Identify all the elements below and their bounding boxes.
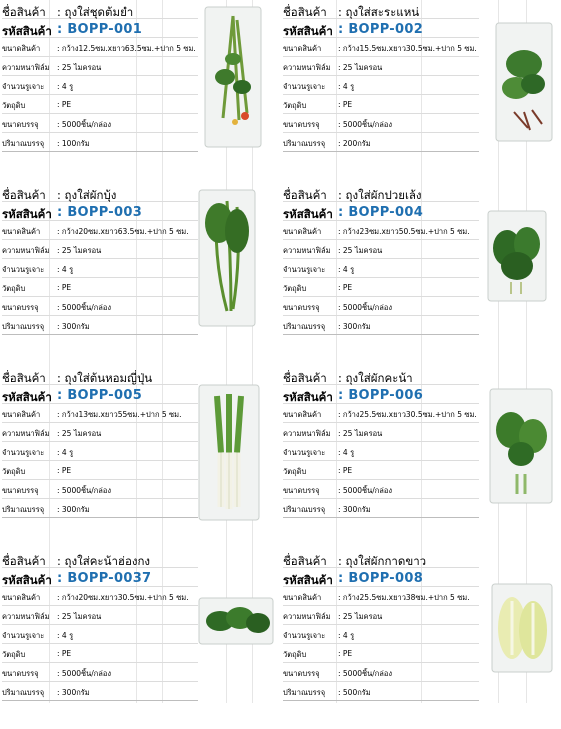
row-divider (2, 334, 198, 335)
spec-label-capacity: ปริมาณบรรจุ (2, 139, 45, 148)
row-divider (2, 460, 198, 461)
product-photo (489, 388, 553, 508)
spec-value-pack: : 5000ชิ้น/กล่อง (57, 486, 112, 495)
spec-label-holes: จำนวนรูเจาะ (2, 631, 45, 640)
product-photo (495, 22, 553, 146)
spec-label-thickness: ความหนาฟิล์ม (283, 63, 331, 72)
spec-label-holes: จำนวนรูเจาะ (283, 82, 326, 91)
product-photo (491, 583, 553, 677)
row-divider (2, 662, 198, 663)
spec-label-thickness: ความหนาฟิล์ม (2, 63, 50, 72)
spec-label-thickness: ความหนาฟิล์ม (2, 429, 50, 438)
spec-value-holes: : 4 รู (57, 265, 74, 274)
product-card (283, 0, 559, 180)
row-divider (2, 422, 198, 423)
spec-label-pack: ขนาดบรรจุ (283, 120, 320, 129)
row-divider (283, 56, 479, 57)
row-divider (2, 113, 198, 114)
row-divider (283, 441, 479, 442)
row-divider (2, 517, 198, 518)
product-card (2, 0, 278, 180)
spec-label-size: ขนาดสินค้า (283, 227, 322, 236)
spec-label-thickness: ความหนาฟิล์ม (283, 246, 331, 255)
product-name-label: ชื่อสินค้า (2, 371, 46, 385)
spec-value-size: : กว้าง20ซม.xยาว30.5ซม.+ปาก 5 ซม. (57, 593, 189, 602)
spec-value-holes: : 4 รู (57, 448, 74, 457)
spec-label-holes: จำนวนรูเจาะ (283, 265, 326, 274)
spec-value-pack: : 5000ชิ้น/กล่อง (57, 303, 112, 312)
spec-value-thickness: : 25 ไมครอน (57, 612, 102, 621)
row-divider (2, 258, 198, 259)
spec-value-material: : PE (57, 100, 72, 109)
product-code: : BOPP-001 (57, 22, 143, 37)
spec-value-size: : กว้าง12.5ซม.xยาว63.5ซม.+ปาก 5 ซม. (57, 44, 196, 53)
spec-value-size: : กว้าง25.5ซม.xยาว38ซม.+ปาก 5 ซม. (338, 593, 470, 602)
spec-label-holes: จำนวนรูเจาะ (283, 631, 326, 640)
product-code-label: รหัสสินค้า (283, 24, 333, 38)
row-divider (2, 132, 198, 133)
product-name-label: ชื่อสินค้า (283, 5, 327, 19)
spec-value-capacity: : 200กรัม (338, 139, 371, 148)
row-divider (283, 460, 479, 461)
row-divider (283, 643, 479, 644)
row-divider (283, 334, 479, 335)
row-divider (2, 277, 198, 278)
spec-value-capacity: : 100กรัม (57, 139, 90, 148)
row-divider (2, 151, 198, 152)
spec-label-holes: จำนวนรูเจาะ (283, 448, 326, 457)
spec-label-material: วัตถุดิบ (283, 101, 307, 110)
product-name-label: ชื่อสินค้า (283, 188, 327, 202)
product-name-label: ชื่อสินค้า (283, 371, 327, 385)
spec-value-material: : PE (338, 466, 353, 475)
spec-value-holes: : 4 รู (57, 82, 74, 91)
spec-value-material: : PE (57, 283, 72, 292)
product-code-label: รหัสสินค้า (2, 573, 52, 587)
product-code-label: รหัสสินค้า (2, 24, 52, 38)
spec-label-capacity: ปริมาณบรรจุ (283, 505, 326, 514)
spec-label-pack: ขนาดบรรจุ (283, 669, 320, 678)
row-divider (2, 315, 198, 316)
spec-value-pack: : 5000ชิ้น/กล่อง (338, 486, 393, 495)
spec-label-size: ขนาดสินค้า (2, 227, 41, 236)
product-name: : ถุงใส่ผักปวยเล้ง (338, 188, 422, 202)
product-card (2, 549, 278, 729)
row-divider (2, 624, 198, 625)
product-code: : BOPP-002 (338, 22, 424, 37)
row-divider (283, 681, 479, 682)
spec-value-thickness: : 25 ไมครอน (57, 246, 102, 255)
spec-value-capacity: : 300กรัม (57, 322, 90, 331)
product-name-label: ชื่อสินค้า (2, 5, 46, 19)
row-divider (283, 277, 479, 278)
spec-value-material: : PE (338, 649, 353, 658)
product-name: : ถุงใส่คะน้าฮ่องกง (57, 554, 151, 568)
product-name: : ถุงใส่ผักคะน้า (338, 371, 413, 385)
product-name: : ถุงใส่ผักกาดขาว (338, 554, 427, 568)
spec-value-thickness: : 25 ไมครอน (338, 429, 383, 438)
spec-label-pack: ขนาดบรรจุ (2, 120, 39, 129)
spec-value-capacity: : 300กรัม (338, 505, 371, 514)
spec-value-thickness: : 25 ไมครอน (338, 246, 383, 255)
spec-label-thickness: ความหนาฟิล์ม (283, 612, 331, 621)
product-photo (198, 597, 274, 649)
spec-label-holes: จำนวนรูเจาะ (2, 448, 45, 457)
product-name-label: ชื่อสินค้า (283, 554, 327, 568)
row-divider (283, 517, 479, 518)
product-name: : ถุงใส่ชุดต้มยำ (57, 5, 134, 19)
product-code: : BOPP-008 (338, 571, 424, 586)
row-divider (283, 94, 479, 95)
product-code: : BOPP-005 (57, 388, 143, 403)
spec-label-pack: ขนาดบรรจุ (2, 303, 39, 312)
spec-value-pack: : 5000ชิ้น/กล่อง (57, 669, 112, 678)
product-photo (487, 210, 547, 306)
spec-label-material: วัตถุดิบ (2, 467, 26, 476)
row-divider (283, 132, 479, 133)
product-card (283, 549, 559, 729)
spec-value-pack: : 5000ชิ้น/กล่อง (338, 120, 393, 129)
spec-value-material: : PE (338, 283, 353, 292)
spec-value-size: : กว้าง23ซม.xยาว50.5ซม.+ปาก 5 ซม. (338, 227, 470, 236)
spec-label-material: วัตถุดิบ (283, 467, 307, 476)
spec-value-thickness: : 25 ไมครอน (338, 612, 383, 621)
spec-value-holes: : 4 รู (338, 631, 355, 640)
spec-label-size: ขนาดสินค้า (283, 410, 322, 419)
product-code-label: รหัสสินค้า (2, 207, 52, 221)
spec-label-material: วัตถุดิบ (2, 101, 26, 110)
product-code: : BOPP-003 (57, 205, 143, 220)
spec-value-material: : PE (57, 649, 72, 658)
row-divider (2, 479, 198, 480)
spec-value-capacity: : 300กรัม (338, 322, 371, 331)
spec-value-holes: : 4 รู (57, 631, 74, 640)
spec-label-capacity: ปริมาณบรรจุ (2, 505, 45, 514)
spec-value-material: : PE (338, 100, 353, 109)
spec-label-capacity: ปริมาณบรรจุ (2, 322, 45, 331)
spec-label-size: ขนาดสินค้า (283, 44, 322, 53)
spec-value-pack: : 5000ชิ้น/กล่อง (57, 120, 112, 129)
spec-value-size: : กว้าง15.5ซม.xยาว30.5ซม.+ปาก 5 ซม. (338, 44, 477, 53)
spec-value-pack: : 5000ชิ้น/กล่อง (338, 669, 393, 678)
row-divider (2, 75, 198, 76)
product-photo (198, 384, 260, 525)
spec-value-capacity: : 300กรัม (57, 688, 90, 697)
spec-label-thickness: ความหนาฟิล์ม (283, 429, 331, 438)
spec-label-size: ขนาดสินค้า (283, 593, 322, 602)
spec-label-material: วัตถุดิบ (2, 650, 26, 659)
product-name: : ถุงใส่ต้นหอมญี่ปุ่น (57, 371, 153, 385)
spec-label-capacity: ปริมาณบรรจุ (283, 322, 326, 331)
spec-label-pack: ขนาดบรรจุ (283, 303, 320, 312)
product-name-label: ชื่อสินค้า (2, 188, 46, 202)
row-divider (283, 700, 479, 701)
spec-label-size: ขนาดสินค้า (2, 593, 41, 602)
spec-label-material: วัตถุดิบ (283, 650, 307, 659)
row-divider (2, 605, 198, 606)
spec-value-size: : กว้าง25.5ซม.xยาว30.5ซม.+ปาก 5 ซม. (338, 410, 477, 419)
product-code: : BOPP-004 (338, 205, 424, 220)
row-divider (283, 662, 479, 663)
row-divider (283, 239, 479, 240)
row-divider (2, 441, 198, 442)
spec-value-thickness: : 25 ไมครอน (57, 429, 102, 438)
row-divider (283, 258, 479, 259)
spec-value-holes: : 4 รู (338, 265, 355, 274)
row-divider (2, 239, 198, 240)
row-divider (2, 643, 198, 644)
spec-label-holes: จำนวนรูเจาะ (2, 265, 45, 274)
product-card (2, 366, 278, 546)
spec-label-material: วัตถุดิบ (283, 284, 307, 293)
spec-value-capacity: : 500กรัม (338, 688, 371, 697)
spec-value-holes: : 4 รู (338, 448, 355, 457)
spec-value-size: : กว้าง20ซม.xยาว63.5ซม.+ปาก 5 ซม. (57, 227, 189, 236)
spec-value-capacity: : 300กรัม (57, 505, 90, 514)
row-divider (2, 700, 198, 701)
spec-label-size: ขนาดสินค้า (2, 410, 41, 419)
product-photo (204, 6, 262, 152)
spec-label-material: วัตถุดิบ (2, 284, 26, 293)
row-divider (283, 113, 479, 114)
spec-label-pack: ขนาดบรรจุ (2, 486, 39, 495)
spec-label-pack: ขนาดบรรจุ (283, 486, 320, 495)
spec-label-thickness: ความหนาฟิล์ม (2, 246, 50, 255)
product-code-label: รหัสสินค้า (283, 207, 333, 221)
product-photo (198, 189, 256, 331)
row-divider (2, 56, 198, 57)
row-divider (283, 605, 479, 606)
row-divider (2, 681, 198, 682)
spec-label-capacity: ปริมาณบรรจุ (283, 688, 326, 697)
spec-value-pack: : 5000ชิ้น/กล่อง (338, 303, 393, 312)
row-divider (283, 75, 479, 76)
row-divider (2, 94, 198, 95)
product-name: : ถุงใส่สะระแหน่ (338, 5, 420, 19)
product-code-label: รหัสสินค้า (2, 390, 52, 404)
product-code: : BOPP-0037 (57, 571, 152, 586)
product-card (2, 183, 278, 363)
row-divider (283, 315, 479, 316)
product-code: : BOPP-006 (338, 388, 424, 403)
product-name-label: ชื่อสินค้า (2, 554, 46, 568)
product-code-label: รหัสสินค้า (283, 390, 333, 404)
row-divider (283, 296, 479, 297)
row-divider (2, 296, 198, 297)
row-divider (283, 498, 479, 499)
product-card (283, 183, 559, 363)
spec-value-size: : กว้าง13ซม.xยาว55ซม.+ปาก 5 ซม. (57, 410, 182, 419)
spec-label-capacity: ปริมาณบรรจุ (2, 688, 45, 697)
spec-label-pack: ขนาดบรรจุ (2, 669, 39, 678)
spec-value-holes: : 4 รู (338, 82, 355, 91)
row-divider (2, 498, 198, 499)
row-divider (283, 624, 479, 625)
spec-value-thickness: : 25 ไมครอน (57, 63, 102, 72)
product-name: : ถุงใส่ผักบุ้ง (57, 188, 117, 202)
spec-value-thickness: : 25 ไมครอน (338, 63, 383, 72)
spec-label-capacity: ปริมาณบรรจุ (283, 139, 326, 148)
row-divider (283, 479, 479, 480)
spec-label-thickness: ความหนาฟิล์ม (2, 612, 50, 621)
product-card (283, 366, 559, 546)
row-divider (283, 151, 479, 152)
spec-value-material: : PE (57, 466, 72, 475)
row-divider (283, 422, 479, 423)
spec-label-size: ขนาดสินค้า (2, 44, 41, 53)
spec-label-holes: จำนวนรูเจาะ (2, 82, 45, 91)
product-code-label: รหัสสินค้า (283, 573, 333, 587)
